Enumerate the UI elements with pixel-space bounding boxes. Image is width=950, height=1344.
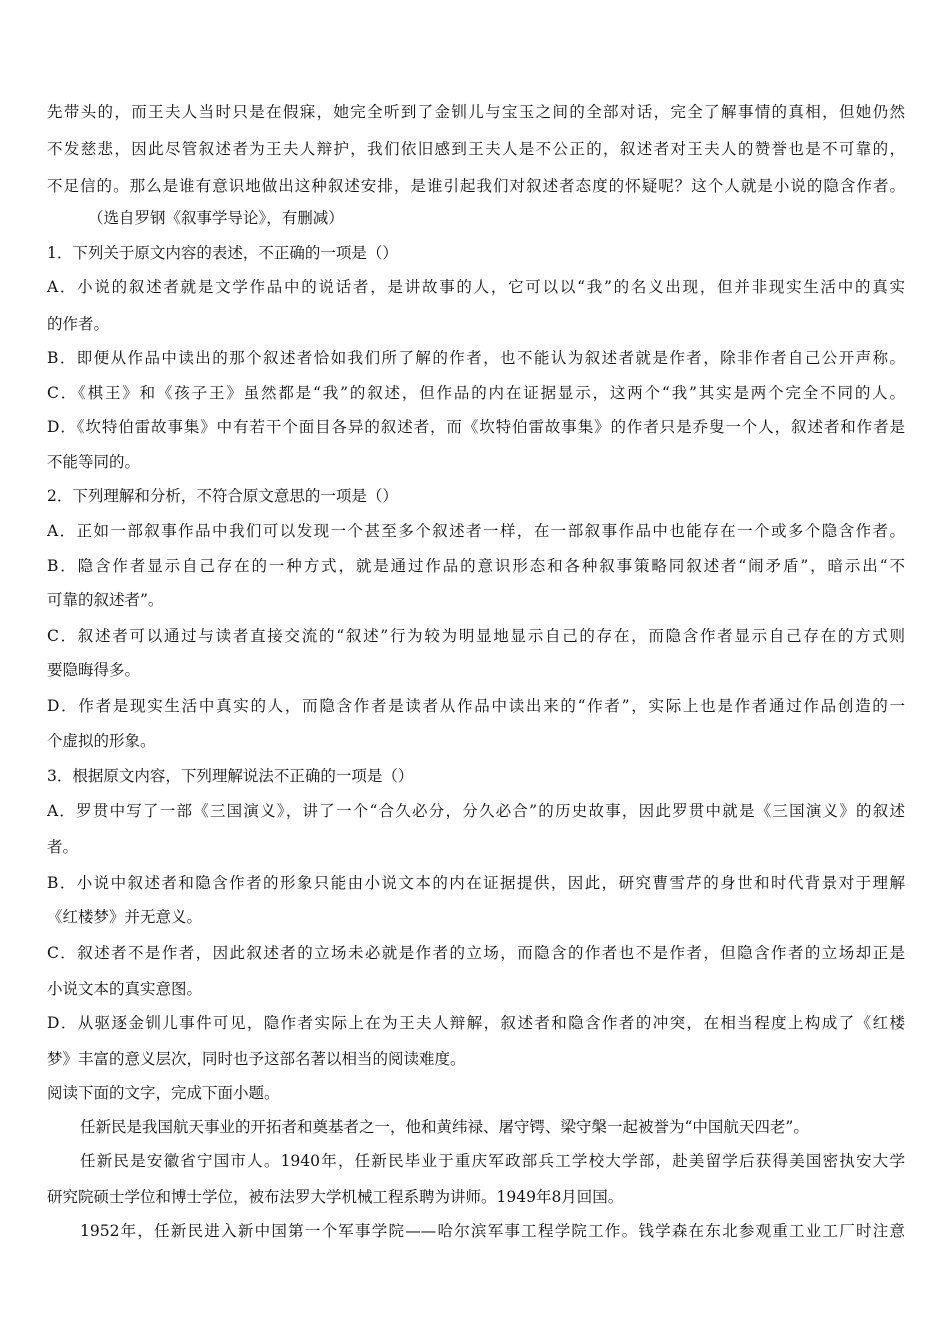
text-line: A．正如一部叙事作品中我们可以发现一个甚至多个叙述者一样，在一部叙事作品中也能存在一个或多个隐含作者。 bbox=[47, 522, 905, 540]
text-line: B．小说中叙述者和隐含作者的形象只能由小说文本的内在证据提供，因此，研究曹雪芹的身世和时代背景对于理解 bbox=[47, 874, 905, 892]
text-line: 先带头的，而王夫人当时只是在假寐，她完全听到了金钏儿与宝玉之间的全部对话，完全了解事情的真相，但她仍然 bbox=[47, 103, 905, 121]
text-line: 要隐晦得多。 bbox=[47, 661, 141, 679]
text-line: 不足信的。那么是谁有意识地做出这种叙述安排，是谁引起我们对叙述者态度的怀疑呢？这个人就是小说的隐含作者。 bbox=[47, 177, 905, 195]
question-3: 3．根据原文内容，下列理解说法不正确的一项是（） bbox=[47, 767, 414, 785]
text-line: 《红楼梦》并无意义。 bbox=[47, 908, 203, 926]
text-line: 1952年，任新民进入新中国第一个军事学院——哈尔滨军事工程学院工作。钱学森在东北参观重工业工厂时注意 bbox=[80, 1222, 905, 1240]
text-line: 任新民是安徽省宁国市人。1940年，任新民毕业于重庆军政部兵工学校大学部，赴美留学后获得美国密执安大学 bbox=[80, 1152, 905, 1170]
text-line: 小说文本的真实意图。 bbox=[47, 980, 203, 998]
text-line: 不发慈悲，因此尽管叙述者为王夫人辩护，我们依旧感到王夫人是不公正的，叙述者对王夫人的赞誉也是不可靠的， bbox=[47, 140, 905, 158]
text-line: 梦》丰富的意义层次，同时也予这部名著以相当的阅读难度。 bbox=[47, 1050, 466, 1068]
text-line: D．作者是现实生活中真实的人，而隐含作者是读者从作品中读出来的“作者”，实际上也是作者通过作品创造的一 bbox=[47, 697, 905, 715]
source-citation: （选自罗钢《叙事学导论》，有删减） bbox=[88, 209, 344, 227]
text-line: 研究院硕士学位和博士学位，被布法罗大学机械工程系聘为讲师。1949年8月回国。 bbox=[47, 1188, 624, 1206]
text-line: A．罗贯中写了一部《三国演义》，讲了一个“合久必分，分久必合”的历史故事，因此罗贯中就是《三国演义》的叙述 bbox=[47, 802, 905, 820]
text-line: 可靠的叙述者”。 bbox=[47, 591, 164, 609]
text-line: 任新民是我国航天事业的开拓者和奠基者之一，他和黄纬禄、屠守锷、梁守槃一起被誉为“中国航天四老”。 bbox=[80, 1118, 809, 1136]
text-line: C．《棋王》和《孩子王》虽然都是“我”的叙述，但作品的内在证据显示，这两个“我”其实是两个完全不同的人。 bbox=[47, 384, 905, 402]
text-line: 者。 bbox=[47, 838, 79, 856]
text-line: 的作者。 bbox=[47, 315, 110, 333]
text-line: C．叙述者不是作者，因此叙述者的立场未必就是作者的立场，而隐含的作者也不是作者，但隐含作者的立场却正是 bbox=[47, 944, 905, 962]
question-2: 2．下列理解和分析，不符合原文意思的一项是（） bbox=[47, 487, 398, 505]
text-line: B．即便从作品中读出的那个叙述者恰如我们所了解的作者，也不能认为叙述者就是作者，除非作者自己公开声称。 bbox=[47, 349, 905, 367]
reading-instruction: 阅读下面的文字，完成下面小题。 bbox=[47, 1084, 280, 1102]
text-line: C．叙述者可以通过与读者直接交流的“叙述”行为较为明显地显示自己的存在，而隐含作者显示自己存在的方式则 bbox=[47, 627, 905, 645]
question-1: 1．下列关于原文内容的表述，不正确的一项是（） bbox=[47, 244, 398, 262]
text-line: A．小说的叙述者就是文学作品中的说话者，是讲故事的人，它可以以“我”的名义出现，但并非现实生活中的真实 bbox=[47, 278, 905, 296]
text-line: B．隐含作者显示自己存在的一种方式，就是通过作品的意识形态和各种叙事策略同叙述者“闹矛盾”，暗示出“不 bbox=[47, 557, 905, 575]
text-line: 不能等同的。 bbox=[47, 453, 141, 471]
text-line: D．从驱逐金钏儿事件可见，隐作者实际上在为王夫人辩解，叙述者和隐含作者的冲突，在相当程度上构成了《红楼 bbox=[47, 1014, 905, 1032]
text-line: 个虚拟的形象。 bbox=[47, 732, 156, 750]
text-line: D．《坎特伯雷故事集》中有若干个面目各异的叙述者，而《坎特伯雷故事集》的作者只是乔叟一个人，叙述者和作者是 bbox=[47, 418, 905, 436]
